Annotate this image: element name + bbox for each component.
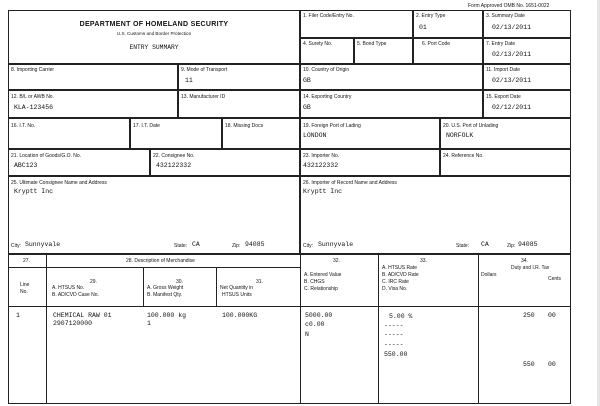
exporting-country-label: 14. Exporting Country: [303, 94, 352, 100]
location-goods-value: ABC123: [14, 162, 38, 169]
it-no-label: 16. I.T. No.: [11, 123, 36, 129]
it-date-label: 17. I.T. Date: [133, 123, 160, 129]
importer-state-value: CA: [481, 241, 489, 248]
consignee-no-label: 22. Consignee No.: [153, 153, 195, 159]
row-adcvd-rate: -----: [384, 322, 404, 329]
surety-no-label: 4. Surety No.: [303, 41, 333, 47]
consignee-zip-value: 94085: [245, 241, 265, 248]
importer-record-label: 26. Importer of Record Name and Address: [303, 180, 397, 186]
importer-no-label: 23. Importer No.: [303, 153, 340, 159]
irc-rate-header: C. IRC Rate: [382, 279, 409, 285]
cents-header: Cents: [548, 276, 562, 282]
row-rate-amount: 550.00: [384, 351, 408, 358]
entry-type-label: 2. Entry Type: [416, 13, 446, 19]
reference-no-label: 24. Reference No.: [443, 153, 484, 159]
foreign-port-label: 19. Foreign Port of Lading: [303, 123, 361, 129]
col-32-header: 32.: [333, 258, 340, 264]
relationship-header: C. Relationship: [304, 286, 338, 292]
entry-date-value: 02/13/2011: [492, 51, 532, 58]
importer-zip-label: Zip:: [507, 243, 516, 249]
summary-date-label: 3. Summary Date: [486, 13, 525, 19]
col-line-33: [378, 254, 379, 404]
entered-value-header: A. Entered Value: [304, 272, 342, 278]
consignee-state-value: CA: [192, 241, 200, 248]
form-name: ENTRY SUMMARY: [129, 44, 179, 51]
col-line-30: [143, 267, 144, 306]
us-port-label: 20. U.S. Port of Unlading: [443, 123, 499, 129]
row-line-number: 1: [16, 312, 20, 319]
col-line-32: [300, 254, 301, 404]
line-no-header: No.: [20, 289, 28, 295]
col-33-header: 33.: [420, 258, 427, 264]
htsus-units-header: HTSUS Units: [222, 292, 252, 298]
bond-type-label: 5. Bond Type: [357, 41, 387, 47]
row-chgs: c0.00: [305, 321, 325, 328]
location-goods-label: 21. Location of Goods/G.O. No.: [11, 153, 82, 159]
row-duty-dollars: 250: [523, 312, 535, 319]
consignee-zip-label: Zip:: [232, 243, 241, 249]
importer-city-label: City:: [303, 243, 314, 249]
col-30-header: 30.: [176, 279, 183, 285]
country-origin-label: 10. Country of Origin: [303, 67, 350, 73]
header-box: [8, 10, 300, 64]
manufacturer-id-label: 13. Manufacturer ID: [181, 94, 226, 100]
row-htsus-rate: 5.00 %: [389, 313, 413, 320]
visa-no-header: D. Visa No.: [382, 286, 408, 292]
agency-title: DEPARTMENT OF HOMELAND SECURITY: [79, 21, 229, 28]
line-header: Line: [20, 282, 30, 288]
filer-code-label: 1. Filer Code/Entry No.: [303, 13, 354, 19]
importer-state-label: State:: [456, 243, 470, 249]
ultimate-consignee-name: Kryptt Inc: [14, 188, 54, 195]
col-line-1: [46, 254, 47, 404]
entry-type-value: 01: [419, 24, 427, 31]
col-31-header: 31.: [256, 279, 263, 285]
importer-city-value: Sunnyvale: [318, 241, 354, 248]
row-htsus-number: 2907120000: [53, 320, 93, 327]
importing-carrier-label: 8. Importing Carrier: [11, 67, 55, 73]
consignee-city-value: Sunnyvale: [25, 241, 61, 248]
bl-awb-value: KLA-123456: [14, 104, 54, 111]
gross-weight-header: A. Gross Weight: [147, 285, 184, 291]
bl-awb-label: 12. B/L or AWB No.: [11, 94, 54, 100]
row-irc-rate: -----: [384, 331, 404, 338]
row-manifest-qty: 1: [147, 320, 151, 327]
form-approval-note: Form Approved OMB No. 1651-0022: [468, 3, 550, 9]
entry-date-label: 7. Entry Date: [486, 41, 516, 47]
bureau-subtitle: U.S. Customs and Border Protection: [116, 31, 192, 36]
adcvd-rate-header: B. AD/CVD Rate: [382, 272, 419, 278]
dollars-header: Dollars: [481, 272, 497, 278]
net-qty-header: Net Quantity in: [220, 285, 254, 291]
country-origin-value: GB: [303, 77, 311, 84]
row-description: CHEMICAL RAW 01: [53, 312, 112, 319]
consignee-city-label: City:: [11, 243, 22, 249]
ultimate-consignee-label: 25. Ultimate Consignee Name and Address: [11, 180, 107, 186]
consignee-no-value: 432122332: [156, 162, 192, 169]
exporting-country-value: GB: [303, 104, 311, 111]
export-date-value: 02/12/2011: [492, 104, 532, 111]
import-date-value: 02/13/2011: [492, 77, 532, 84]
chgs-header: B. CHGS: [304, 279, 325, 285]
row-tax-cents: 00: [548, 361, 556, 368]
mode-transport-label: 9. Mode of Transport: [181, 67, 228, 73]
summary-date-value: 02/13/2011: [492, 24, 532, 31]
import-date-label: 11. Import Date: [486, 67, 521, 73]
col-27-header: 27.: [23, 258, 30, 264]
foreign-port-value: LONDON: [303, 132, 327, 139]
row-visa-no: -----: [384, 341, 404, 348]
missing-docs-label: 18. Missing Docs: [225, 123, 264, 129]
row-relationship: N: [305, 331, 309, 338]
col-line-34: [478, 254, 479, 404]
htsus-no-header: A. HTSUS No.: [52, 285, 85, 291]
row-net-qty: 100.000KG: [222, 312, 258, 319]
row-duty-cents: 00: [548, 312, 556, 319]
col-line-31: [216, 267, 217, 306]
mode-transport-value: 11: [185, 77, 193, 84]
col-34-header: 34.: [521, 258, 528, 264]
export-date-label: 15. Export Date: [486, 94, 521, 100]
row-entered-value: 5000.00: [305, 312, 333, 319]
consignee-state-label: State:: [174, 243, 188, 249]
row-tax-dollars: 550: [523, 361, 535, 368]
port-code-label: 6. Port Code: [422, 41, 451, 47]
htsus-rate-header: A. HTSUS Rate: [382, 265, 418, 271]
col-29-header: 29.: [90, 279, 97, 285]
table-header-divider: [8, 267, 300, 268]
adcvd-case-header: B. AD/CVD Case No.: [52, 292, 99, 298]
manifest-qty-header: B. Manifest Qty.: [147, 292, 183, 298]
col-28-header: 28. Description of Merchandise: [126, 258, 195, 264]
us-port-value: NORFOLK: [446, 132, 474, 139]
table-body-divider: [8, 306, 571, 307]
importer-zip-value: 94085: [518, 241, 538, 248]
importer-no-value: 432122332: [303, 162, 339, 169]
duty-tax-header: Duty and I.R. Tax: [511, 265, 550, 271]
row-gross-weight: 100.000 kg: [147, 312, 187, 319]
importer-record-name: Kryptt Inc: [303, 188, 343, 195]
